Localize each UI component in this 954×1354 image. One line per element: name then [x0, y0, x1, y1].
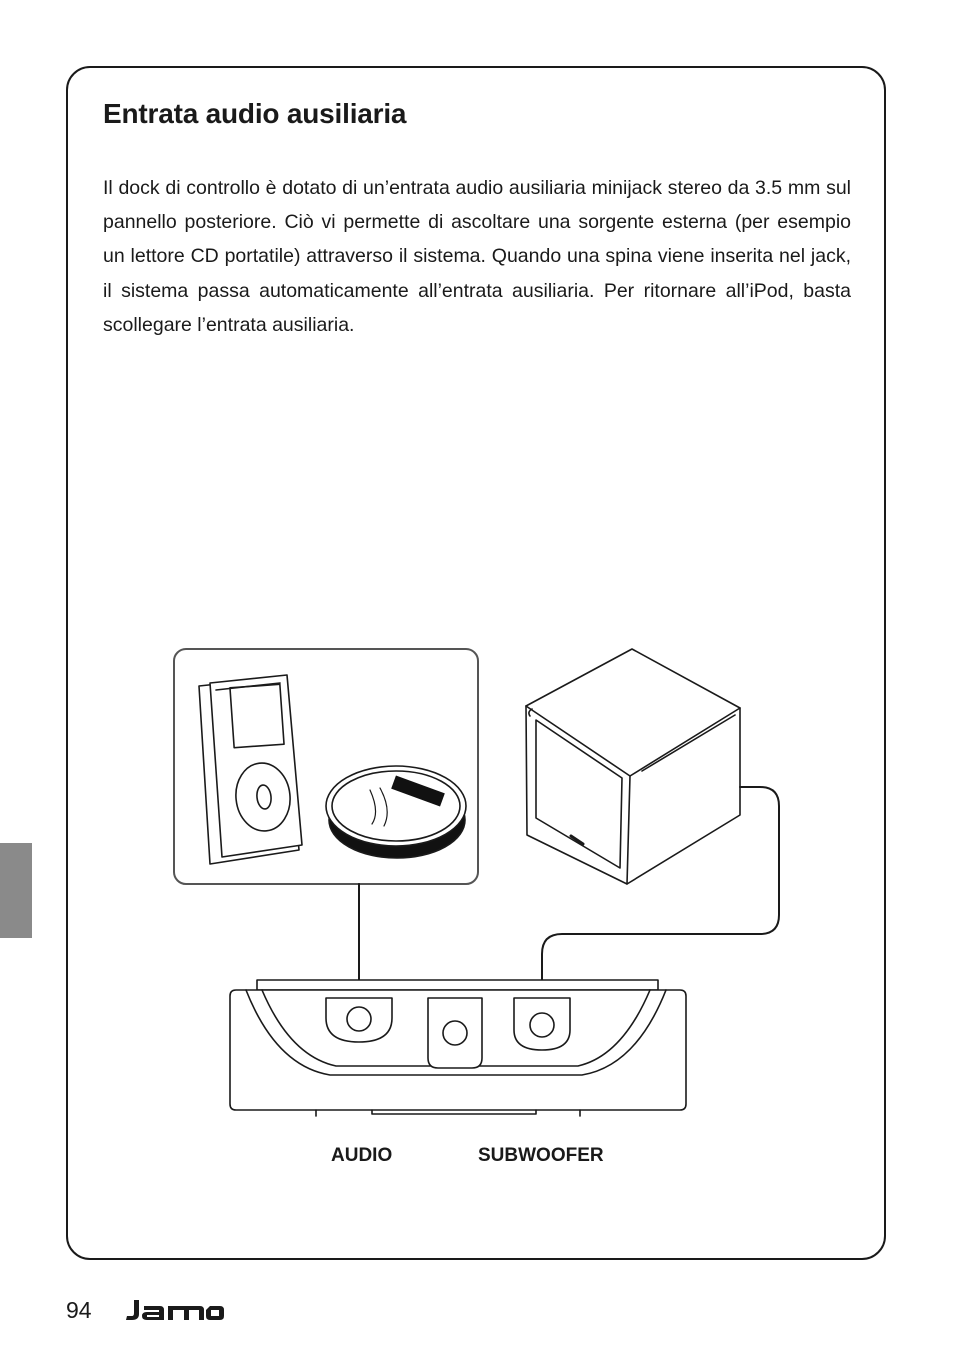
audio-jack-label: AUDIO [331, 1145, 393, 1166]
section-title: Entrata audio ausiliaria [103, 98, 407, 129]
subwoofer-icon [526, 649, 740, 884]
section-paragraph: Il dock di controllo è dotato di un’entrata audio ausiliaria minijack stereo da 3.5 mm sul pannello posteriore. Ciò vi permette di ascoltare una sorgente esterna (per esempio un lettore CD portatile) attraverso il sistema. Quando una spina viene inserita nel jack, il sistema passa automaticamente all’entrata ausiliaria. Per ritornare all’iPod, basta scollegare l’entrata ausiliaria. [103, 177, 851, 336]
portable-player-icon [199, 675, 302, 864]
jamo-logo [124, 1296, 224, 1324]
subwoofer-jack-label: SUBWOOFER [478, 1145, 604, 1166]
control-dock-icon [230, 980, 686, 1116]
page-number: 94 [66, 1297, 92, 1323]
cd-disc-icon [326, 766, 466, 858]
